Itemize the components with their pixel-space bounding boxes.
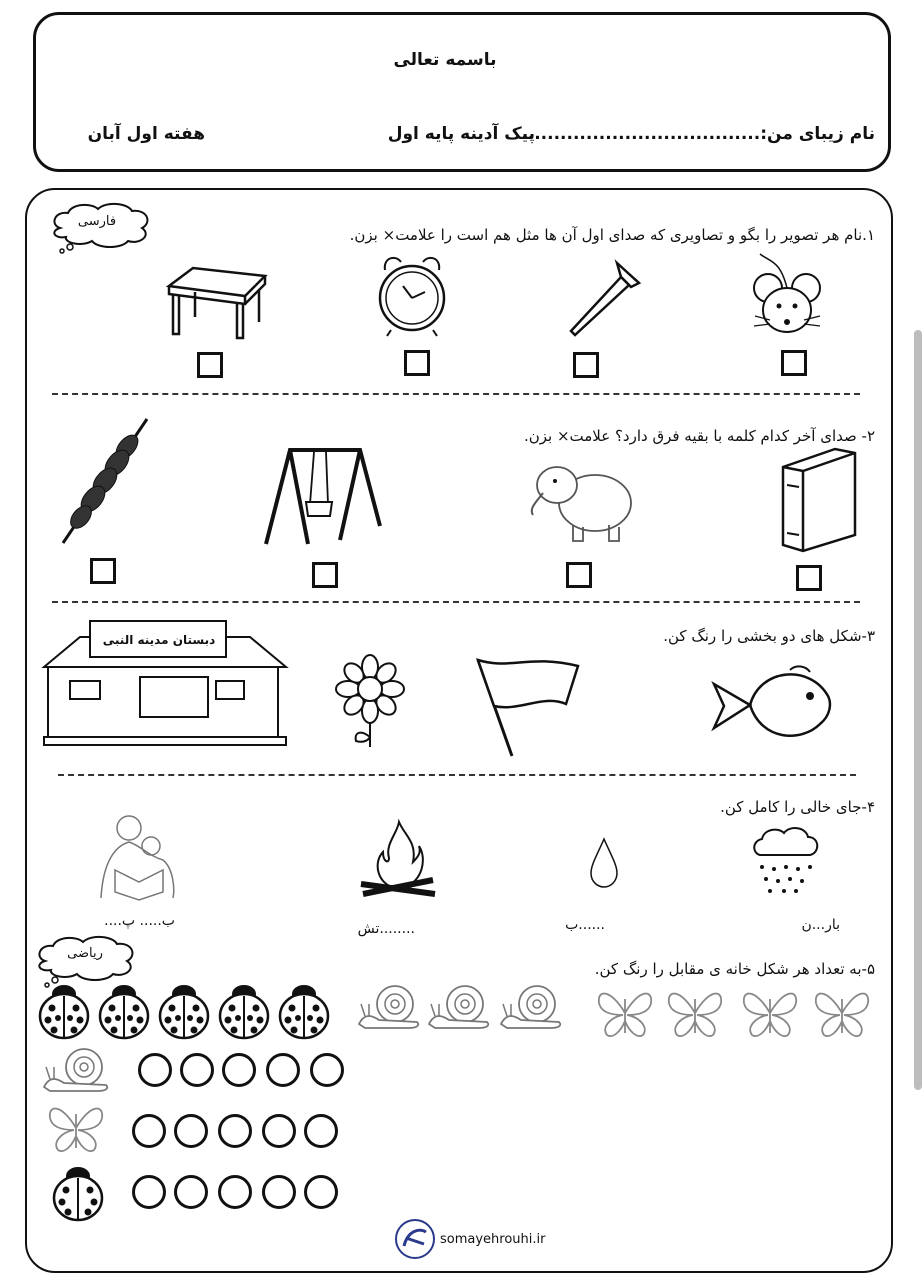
- blank-rain: بار...ن: [801, 917, 840, 933]
- week-label: هفته اول آبان: [87, 124, 205, 144]
- butterfly-icon: [740, 985, 800, 1040]
- worksheet-title: پیک آدینه پایه اول: [387, 124, 535, 144]
- checkbox-mouse[interactable]: [781, 350, 807, 376]
- snail-icon: [40, 1045, 115, 1095]
- snail-icon: [497, 982, 567, 1032]
- question-2: ۲- صدای آخر کدام کلمه با بقیه فرق دارد؟ علامت× بزن.: [523, 427, 875, 445]
- count-circle[interactable]: [262, 1114, 296, 1148]
- clock-icon: [375, 252, 450, 337]
- kebab-icon: [55, 415, 155, 550]
- school-sign-text: دبستان مدینه النبی: [102, 633, 216, 647]
- logo-icon: [394, 1218, 436, 1260]
- scrollbar[interactable]: [914, 330, 922, 1090]
- checkbox-nail[interactable]: [573, 352, 599, 378]
- checkbox-table[interactable]: [197, 352, 223, 378]
- butterfly-icon: [665, 985, 725, 1040]
- ladybug-icon: [154, 980, 214, 1042]
- question-3: ۳-شکل های دو بخشی را رنگ کن.: [663, 627, 875, 645]
- count-circle[interactable]: [174, 1175, 208, 1209]
- drop-icon: [587, 835, 622, 890]
- checkbox-kebab[interactable]: [90, 558, 116, 584]
- flower-icon: [330, 655, 410, 750]
- fish-icon: [710, 660, 835, 750]
- snail-icon: [425, 982, 495, 1032]
- count-circle[interactable]: [262, 1175, 296, 1209]
- count-circle[interactable]: [304, 1175, 338, 1209]
- snail-icon: [355, 982, 425, 1032]
- count-circle[interactable]: [174, 1114, 208, 1148]
- count-circle[interactable]: [218, 1114, 252, 1148]
- count-circle[interactable]: [138, 1053, 172, 1087]
- flag-icon: [470, 650, 585, 760]
- fire-icon: [355, 818, 440, 898]
- count-circle[interactable]: [132, 1114, 166, 1148]
- question-1: ۱.نام هر تصویر را بگو و تصاویری که صدای اول آن ها مثل هم است را علامت× بزن.: [349, 226, 875, 244]
- count-circle[interactable]: [222, 1053, 256, 1087]
- cloud-rain-icon: [748, 825, 823, 895]
- ladybug-icon: [94, 980, 154, 1042]
- checkbox-swing[interactable]: [312, 562, 338, 588]
- elephant-icon: [525, 455, 645, 550]
- ladybug-icon: [214, 980, 274, 1042]
- table-icon: [165, 262, 270, 342]
- ladybug-icon: [274, 980, 334, 1042]
- count-circle[interactable]: [132, 1175, 166, 1209]
- butterfly-icon: [812, 985, 872, 1040]
- count-circle[interactable]: [304, 1114, 338, 1148]
- book-icon: [775, 445, 865, 555]
- question-4: ۴-جای خالی را کامل کن.: [720, 798, 875, 816]
- mouse-icon: [740, 250, 830, 340]
- bismillah: باسمه تعالی: [393, 50, 497, 70]
- checkbox-book[interactable]: [796, 565, 822, 591]
- count-circle[interactable]: [310, 1053, 344, 1087]
- checkbox-clock[interactable]: [404, 350, 430, 376]
- subject-math: ریاضی: [67, 946, 103, 961]
- swing-icon: [262, 440, 382, 552]
- count-circle[interactable]: [180, 1053, 214, 1087]
- name-field-label: نام زیبای من:.....................................: [521, 124, 875, 144]
- divider-3: [58, 774, 856, 776]
- butterfly-icon: [595, 985, 655, 1040]
- count-circle[interactable]: [266, 1053, 300, 1087]
- count-circle[interactable]: [218, 1175, 252, 1209]
- divider-1: [52, 393, 860, 395]
- blank-father: ب..... پ....: [104, 913, 175, 929]
- father-child-icon: [95, 812, 180, 902]
- checkbox-elephant[interactable]: [566, 562, 592, 588]
- subject-farsi: فارسی: [77, 214, 117, 229]
- header-box: [33, 12, 891, 172]
- ladybug-icon: [48, 1162, 108, 1224]
- butterfly-icon: [46, 1100, 106, 1155]
- blank-water: ......ب: [565, 917, 605, 933]
- blank-fire: ........تش: [357, 921, 415, 937]
- nail-icon: [565, 255, 645, 340]
- footer-site[interactable]: somayehrouhi.ir: [440, 1232, 546, 1247]
- question-5: ۵-به تعداد هر شکل خانه ی مقابل را رنگ کن.: [594, 960, 875, 978]
- ladybug-icon: [34, 980, 94, 1042]
- divider-2: [52, 601, 860, 603]
